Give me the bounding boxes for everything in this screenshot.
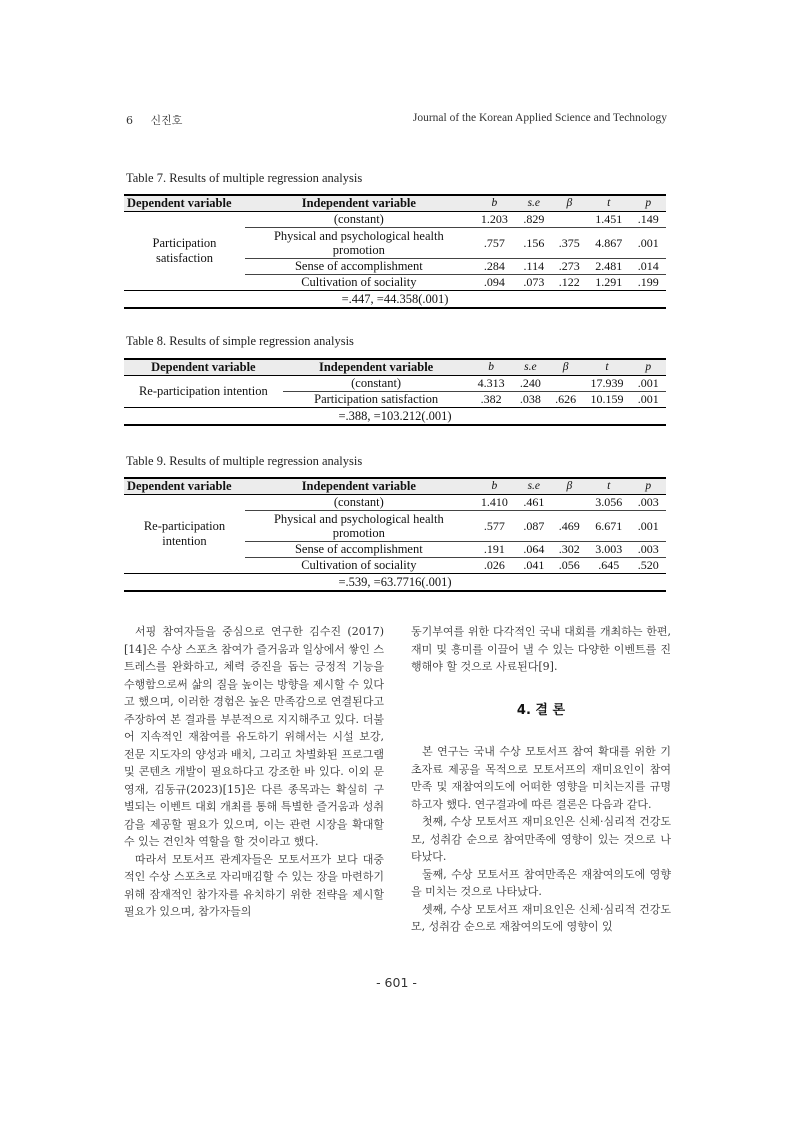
independent-cell: Cultivation of sociality [301, 558, 417, 572]
p-cell: .003 [630, 495, 666, 511]
model-fit-stats: =.539, =63.7716(.001) [124, 574, 666, 592]
body-paragraph: 본 연구는 국내 수상 모토서프 참여 확대를 위한 기초자료 제공을 목적으로 모토서프의 재미요인이 참여만족 및 재참여의도에 어떠한 영향을 미치는지를 규명하고자 했다. 연구결과에 따른 결론은 다음과 같다. [411, 745, 671, 811]
p-cell: .149 [630, 212, 666, 228]
t-cell: 3.003 [587, 542, 630, 558]
b-cell: .757 [473, 228, 516, 259]
body-paragraph-continuation: 동기부여를 위한 다각적인 국내 대회를 개최하는 한편, 재미 및 흥미를 이끌어 낼 수 있는 다양한 이벤트를 진행해야 할 것으로 사료된다[9]. [411, 625, 671, 673]
p-cell: .001 [630, 511, 666, 542]
independent-cell: Physical and psychological health promotion [245, 228, 473, 259]
se-cell: .156 [516, 228, 551, 259]
col-header-b: b [473, 478, 516, 495]
p-cell: .199 [637, 275, 659, 289]
table-footer-row [124, 408, 666, 426]
table-9-caption: Table 9. Results of multiple regression analysis [126, 454, 363, 468]
se-cell: .041 [523, 558, 545, 572]
b-cell: .026 [483, 558, 505, 572]
beta-cell: .375 [552, 228, 587, 259]
col-header-b: b [473, 195, 516, 212]
col-header-independent: Independent variable [245, 478, 473, 495]
body-paragraph: 따라서 모토서프 관계자들은 모토서프가 보다 대중적인 수상 스포츠로 자리매김할 수 있는 장을 마련하기 위해 잠재적인 참가자를 유치하기 위한 전략을 제시할 필요가 있으며, 참가자들의 [124, 852, 384, 918]
p-cell: .520 [637, 558, 659, 572]
col-header-independent: Independent variable [283, 359, 470, 376]
table-row [124, 212, 666, 228]
t-cell: 1.451 [587, 212, 630, 228]
beta-cell [548, 376, 583, 392]
t-cell: .645 [598, 558, 620, 572]
dependent-variable-cell: Participation satisfaction [152, 236, 217, 265]
beta-cell: .302 [552, 542, 587, 558]
header-page-number: 6 [126, 114, 133, 127]
independent-cell: Participation satisfaction [314, 392, 439, 406]
t-cell: 3.056 [587, 495, 630, 511]
p-cell: .003 [630, 542, 666, 558]
b-cell: .284 [473, 259, 516, 275]
col-header-dependent: Dependent variable [124, 359, 283, 376]
body-paragraph: 서핑 참여자들을 중심으로 연구한 김수진 (2017) [14]은 수상 스포츠 참여가 즐거움과 일상에서 쌓인 스트레스를 완화하고, 체력 증진을 돕는 긍정적 기능을 수행함으로써 삶의 질을 높이는 방향을 제시할 수 있다고 했으며, 이러한 경험은 높은 만족감으로 연결된다고 주장하여 본 결과를 부분적으로 지지해주고 있다. 더불어 지속적인 재참여를 유도하기 위해서는 시설 보강, 전문 지도자의 양성과 배치, 그리고 차별화된 프로그램 및 콘텐츠 개발이 필요하다고 강조한 바 있다. 이외 문영재, 김동규(2023)[15]은 다른 종목과는 확실히 구별되는 이벤트 대회 개최를 통해 특별한 즐거움과 성취감을 제공할 필요가 있으며, 이는 관련 시장을 확대할 수 있는 견인차 역할을 할 것이라고 했다. [124, 625, 384, 848]
p-cell: .001 [630, 228, 666, 259]
se-cell: .087 [516, 511, 551, 542]
b-cell: 1.203 [473, 212, 516, 228]
model-fit-stats: =.447, =44.358(.001) [124, 291, 666, 309]
p-cell: .001 [631, 376, 666, 392]
b-cell: .577 [473, 511, 516, 542]
table-7-caption: Table 7. Results of multiple regression analysis [126, 171, 363, 185]
se-cell: .240 [513, 376, 548, 392]
table-9 [124, 477, 666, 592]
t-cell: 1.291 [595, 275, 623, 289]
col-header-beta: β [548, 359, 583, 376]
beta-cell: .273 [552, 259, 587, 275]
t-cell: 6.671 [587, 511, 630, 542]
se-cell: .038 [519, 392, 541, 406]
col-header-independent: Independent variable [245, 195, 473, 212]
table-row [124, 376, 666, 392]
col-header-p: p [631, 359, 666, 376]
section-title-conclusion: 4. 결 론 [516, 702, 566, 718]
table-header-row [124, 478, 666, 495]
col-header-t: t [587, 195, 630, 212]
p-cell: .014 [630, 259, 666, 275]
dependent-variable-cell: Re-participation intention [143, 519, 226, 548]
se-cell: .073 [523, 275, 545, 289]
independent-cell: Cultivation of sociality [301, 275, 417, 289]
se-cell: .829 [516, 212, 551, 228]
col-header-t: t [583, 359, 630, 376]
independent-cell: (constant) [245, 212, 473, 228]
b-cell: 1.410 [473, 495, 516, 511]
col-header-se: s.e [516, 478, 551, 495]
independent-cell: Sense of accomplishment [245, 542, 473, 558]
body-paragraph: 셋째, 수상 모토서프 재미요인은 신체·심리적 건강도모, 성취감 순으로 재참여의도에 영향이 있 [411, 902, 671, 933]
beta-cell [552, 212, 587, 228]
page-number-footer: - 601 - [376, 975, 417, 990]
b-cell: .094 [483, 275, 505, 289]
beta-cell: .626 [555, 392, 577, 406]
table-footer-row [124, 574, 666, 592]
col-header-p: p [630, 195, 666, 212]
col-header-dependent: Dependent variable [124, 478, 245, 495]
b-cell: .191 [473, 542, 516, 558]
running-header-left [126, 112, 182, 128]
col-header-beta: β [552, 478, 587, 495]
independent-cell: Sense of accomplishment [245, 259, 473, 275]
table-8-caption: Table 8. Results of simple regression analysis [126, 334, 354, 348]
table-header-row [124, 359, 666, 376]
header-author: 신진호 [150, 114, 183, 127]
t-cell: 17.939 [583, 376, 630, 392]
table-footer-row [124, 291, 666, 309]
t-cell: 10.159 [590, 392, 624, 406]
table-8 [124, 358, 666, 426]
beta-cell: .469 [552, 511, 587, 542]
col-header-t: t [587, 478, 630, 495]
table-7 [124, 194, 666, 309]
right-text-column [411, 623, 671, 936]
se-cell: .461 [516, 495, 551, 511]
se-cell: .064 [516, 542, 551, 558]
independent-cell: Physical and psychological health promotion [245, 511, 473, 542]
beta-cell: .122 [558, 275, 580, 289]
col-header-p: p [630, 478, 666, 495]
independent-cell: (constant) [245, 495, 473, 511]
left-text-column [124, 623, 384, 921]
table-header-row [124, 195, 666, 212]
b-cell: 4.313 [470, 376, 513, 392]
independent-cell: (constant) [283, 376, 470, 392]
b-cell: .382 [480, 392, 502, 406]
body-paragraph: 둘째, 수상 모토서프 참여만족은 재참여의도에 영향을 미치는 것으로 나타났다. [411, 867, 671, 898]
header-journal-title: Journal of the Korean Applied Science and Technology [412, 112, 667, 124]
beta-cell [552, 495, 587, 511]
p-cell: .001 [637, 392, 659, 406]
dependent-variable-cell: Re-participation intention [138, 384, 268, 398]
col-header-b: b [470, 359, 513, 376]
col-header-se: s.e [516, 195, 551, 212]
beta-cell: .056 [558, 558, 580, 572]
col-header-beta: β [552, 195, 587, 212]
model-fit-stats: =.388, =103.212(.001) [124, 408, 666, 426]
col-header-se: s.e [513, 359, 548, 376]
t-cell: 2.481 [587, 259, 630, 275]
table-row [124, 495, 666, 511]
col-header-dependent: Dependent variable [124, 195, 245, 212]
body-paragraph: 첫째, 수상 모토서프 재미요인은 신체·심리적 건강도모, 성취감 순으로 참여만족에 영향이 있는 것으로 나타났다. [411, 815, 671, 863]
se-cell: .114 [516, 259, 551, 275]
t-cell: 4.867 [587, 228, 630, 259]
